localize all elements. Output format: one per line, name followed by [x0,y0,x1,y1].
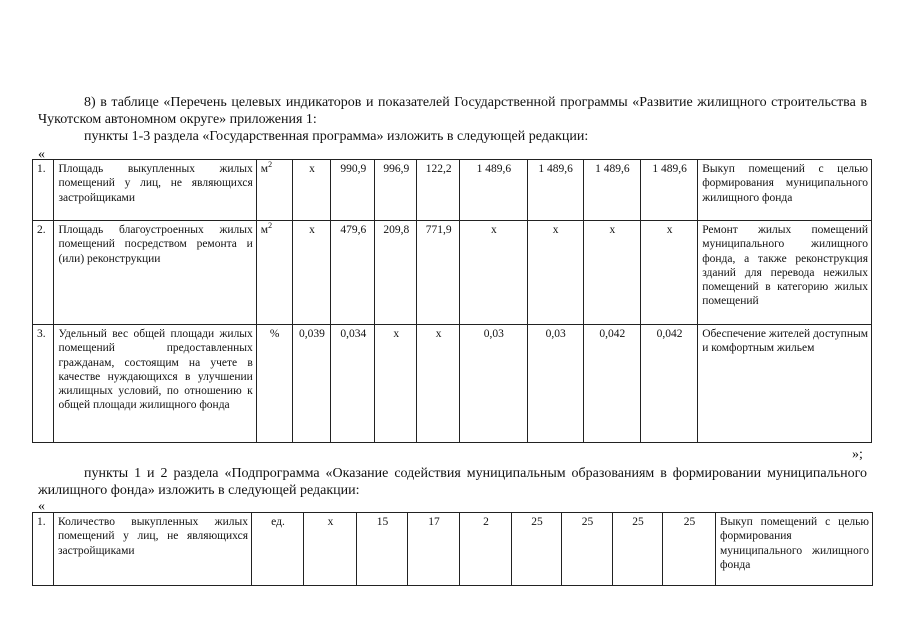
row-number: 3. [33,325,54,443]
note-cell: Обеспечение жителей доступным и комфортным жильем [698,325,872,443]
value-cell: 122,2 [417,160,460,221]
value-cell: 0,042 [640,325,697,443]
indicator-name: Количество выкупленных жилых помещений у лиц, не являющихся застройщиками [54,513,252,586]
value-cell: 25 [663,513,716,586]
value-cell: x [304,513,357,586]
value-cell: 996,9 [375,160,417,221]
value-cell: x [292,221,331,325]
value-cell: 0,03 [527,325,583,443]
value-cell: 1 489,6 [527,160,583,221]
value-cell: 25 [562,513,613,586]
value-cell: 0,034 [331,325,375,443]
note-cell: Выкуп помещений с целью формирования муниципального жилищного фонда [698,160,872,221]
value-cell: 771,9 [417,221,460,325]
value-cell: x [292,160,331,221]
indicator-name: Площадь выкупленных жилых помещений у лиц, не являющихся застройщиками [54,160,256,221]
closing-quote: »; [852,447,863,462]
unit: м [260,163,269,175]
value-cell: x [583,221,640,325]
value-cell: 25 [613,513,663,586]
indicators-table-1 [32,159,872,443]
value-cell: 990,9 [331,160,375,221]
middle-paragraph [38,465,867,499]
row-number: 1. [33,160,54,221]
value-cell: 1 489,6 [460,160,527,221]
note-cell: Выкуп помещений с целью формирования муниципального жилищного фонда [716,513,873,586]
table-row [33,160,872,221]
note-cell: Ремонт жилых помещений муниципального жилищного фонда, а также реконструкция зданий для перевода нежилых помещений в категорию жилых помещений [698,221,872,325]
unit-cell [256,221,292,325]
unit: % [269,328,280,340]
unit-superscript: 2 [268,160,273,170]
value-cell: x [527,221,583,325]
indicators-table-2 [32,512,873,586]
opening-quote-2: « [38,499,45,514]
unit-cell [256,325,292,443]
unit: м [260,224,269,236]
intro-line-1: 8) в таблице «Перечень целевых индикаторов и показателей Государственной программы «Развитие жилищного строительства в Чукотском автономном округе» приложения 1: [38,95,867,127]
value-cell: 15 [357,513,408,586]
value-cell: 0,042 [583,325,640,443]
indicator-name: Удельный вес общей площади жилых помещений предоставленных гражданам, состоящим на учете в качестве нуждающихся в улучшении жилищных условий, по отношению к общей площади жилищного фонда [54,325,256,443]
intro-subparagraph [38,128,867,145]
value-cell: 2 [460,513,512,586]
unit-cell [252,513,304,586]
value-cell: 479,6 [331,221,375,325]
unit-superscript: 2 [268,221,273,231]
value-cell: 0,03 [460,325,527,443]
opening-quote-1: « [38,147,45,162]
value-cell: 1 489,6 [583,160,640,221]
table-row [33,513,873,586]
value-cell: 0,039 [292,325,331,443]
value-cell: 209,8 [375,221,417,325]
row-number: 2. [33,221,54,325]
value-cell: x [460,221,527,325]
middle-text: пункты 1 и 2 раздела «Подпрограмма «Оказание содействия муниципальным образованиям в формировании муниципального жилищного фонда» изложить в следующей редакции: [38,466,867,498]
unit: ед. [271,516,285,528]
value-cell: 1 489,6 [640,160,697,221]
value-cell: 25 [512,513,562,586]
row-number: 1. [33,513,54,586]
value-cell: 17 [408,513,460,586]
table-row [33,325,872,443]
value-cell: x [640,221,697,325]
intro-paragraph [38,94,867,128]
table-row [33,221,872,325]
indicator-name: Площадь благоустроенных жилых помещений посредством ремонта и (или) реконструкции [54,221,256,325]
intro-line-2: пункты 1-3 раздела «Государственная программа» изложить в следующей редакции: [84,129,589,144]
value-cell: x [417,325,460,443]
unit-cell [256,160,292,221]
value-cell: x [375,325,417,443]
